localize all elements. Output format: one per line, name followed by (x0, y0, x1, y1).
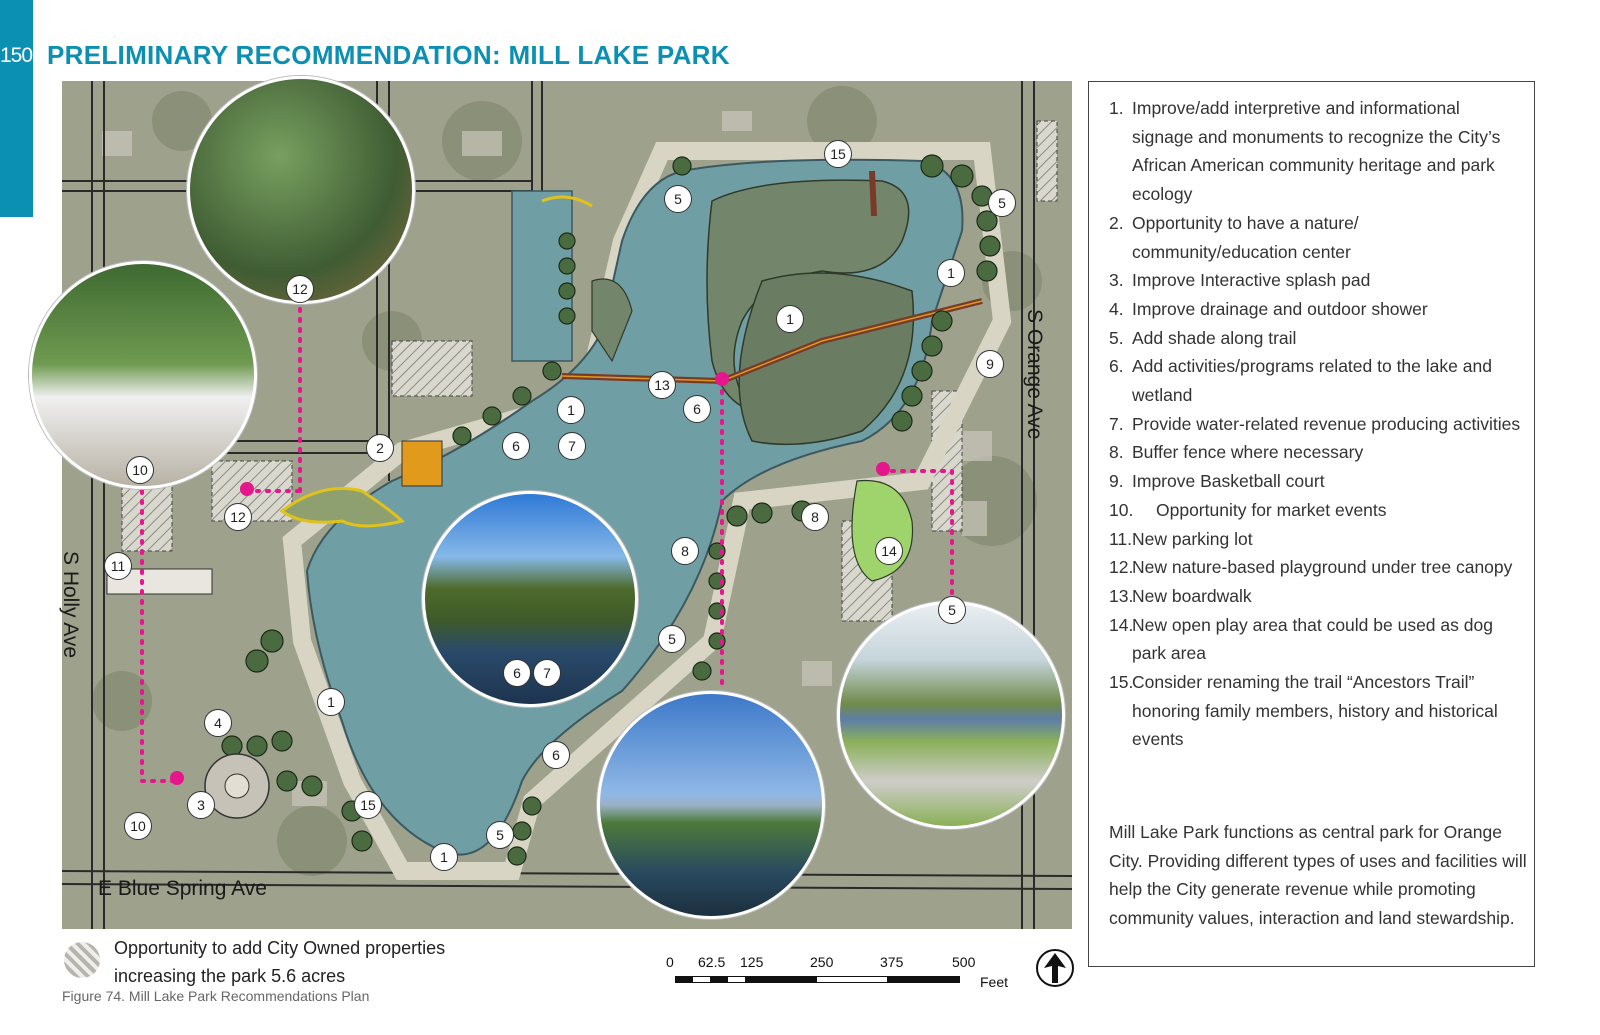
map-marker: 7 (533, 659, 561, 687)
scale-bar-graphic (670, 954, 970, 994)
map-marker: 14 (875, 537, 903, 565)
map-marker: 8 (801, 503, 829, 531)
map-marker: 2 (366, 434, 394, 462)
recommendation-item: 9. Improve Basketball court (1109, 471, 1325, 492)
street-label-orange: S Orange Ave (1023, 309, 1046, 440)
map-marker: 6 (542, 741, 570, 769)
recommendation-item: 7. Provide water-related revenue producing activities (1109, 413, 1521, 434)
recommendation-item: 10. Opportunity for market events (1109, 499, 1387, 520)
scale-label: 62.5 (698, 954, 726, 970)
map-marker: 1 (317, 688, 345, 716)
map-marker: 5 (988, 189, 1016, 217)
map-marker: 1 (937, 259, 965, 287)
scale-label: 0 (666, 954, 674, 970)
map-marker: 12 (224, 503, 252, 531)
scale-label: 125 (740, 954, 764, 970)
trail-photo (837, 601, 1065, 829)
scale-label: 375 (880, 954, 904, 970)
map-marker: 6 (503, 659, 531, 687)
map-marker: 13 (648, 371, 676, 399)
hatch-legend-swatch (64, 942, 100, 978)
recommendation-item: 3. Improve Interactive splash pad (1109, 270, 1371, 291)
dock-photo (597, 691, 825, 919)
map-marker: 10 (126, 456, 154, 484)
park-summary: Mill Lake Park functions as central park for Orange City. Providing different types of uses and facilities will help the City generate revenue while promoting community values, interaction and land stewardship. (1109, 822, 1527, 929)
recommendation-item: 2. Opportunity to have a nature/ community/education center (1109, 212, 1359, 262)
map-marker: 4 (204, 709, 232, 737)
market-photo (29, 261, 257, 489)
map-marker: 1 (776, 305, 804, 333)
figure-caption: Figure 74. Mill Lake Park Recommendations Plan (62, 988, 370, 1004)
trail-node-pin (170, 771, 184, 785)
recommendation-item: 15. Consider renaming the trail “Ancestors Trail” honoring family members, history and historical events (1109, 672, 1498, 750)
map-marker: 5 (658, 625, 686, 653)
map-marker: 6 (502, 432, 530, 460)
street-label-holly: S Holly Ave (59, 551, 82, 658)
map-marker: 11 (104, 552, 132, 580)
map-marker: 6 (683, 395, 711, 423)
map-marker: 1 (430, 843, 458, 871)
playground-photo (187, 76, 415, 304)
map-marker: 1 (557, 396, 585, 424)
trail-node-pin (715, 372, 729, 386)
map-marker: 7 (558, 432, 586, 460)
park-plan-map (59, 81, 1072, 929)
recommendation-item: 4. Improve drainage and outdoor shower (1109, 298, 1428, 319)
page-title: PRELIMINARY RECOMMENDATION: MILL LAKE PARK (47, 40, 730, 70)
map-marker: 12 (286, 275, 314, 303)
recommendation-item: 14. New open play area that could be used as dog park area (1109, 614, 1493, 664)
scale-bar (666, 954, 1009, 994)
recommendation-item: 1. Improve/add interpretive and informational signage and monuments to recognize the City’s African American community heritage and park ecology (1109, 98, 1501, 205)
recommendation-item: 6. Add activities/programs related to the lake and wetland (1109, 356, 1492, 406)
scale-unit: Feet (980, 974, 1009, 990)
recommendation-item: 12. New nature-based playground under tree canopy (1109, 557, 1513, 578)
map-marker: 10 (124, 812, 152, 840)
recommendations-panel (1088, 81, 1535, 967)
scale-label: 500 (952, 954, 976, 970)
hatch-legend-text: Opportunity to add City Owned properties increasing the park 5.6 acres (114, 938, 446, 986)
recommendation-item: 8. Buffer fence where necessary (1109, 442, 1364, 463)
recommendation-item: 11. New parking lot (1109, 528, 1253, 549)
trail-node-pin (876, 462, 890, 476)
page-tab (0, 0, 33, 217)
map-marker: 5 (938, 596, 966, 624)
map-marker: 9 (976, 350, 1004, 378)
scale-label: 250 (810, 954, 834, 970)
map-marker: 15 (354, 791, 382, 819)
map-marker: 5 (486, 821, 514, 849)
recommendation-item: 13. New boardwalk (1109, 585, 1252, 606)
map-marker: 15 (824, 140, 852, 168)
map-marker: 8 (671, 537, 699, 565)
map-marker: 3 (187, 791, 215, 819)
trail-node-pin (240, 482, 254, 496)
page-number: 150 (0, 44, 33, 67)
recommendations-list (1109, 94, 1524, 754)
street-label-blue-spring: E Blue Spring Ave (98, 877, 267, 900)
north-arrow-icon (1035, 948, 1075, 988)
map-marker: 5 (664, 185, 692, 213)
recommendation-item: 5. Add shade along trail (1109, 327, 1297, 348)
